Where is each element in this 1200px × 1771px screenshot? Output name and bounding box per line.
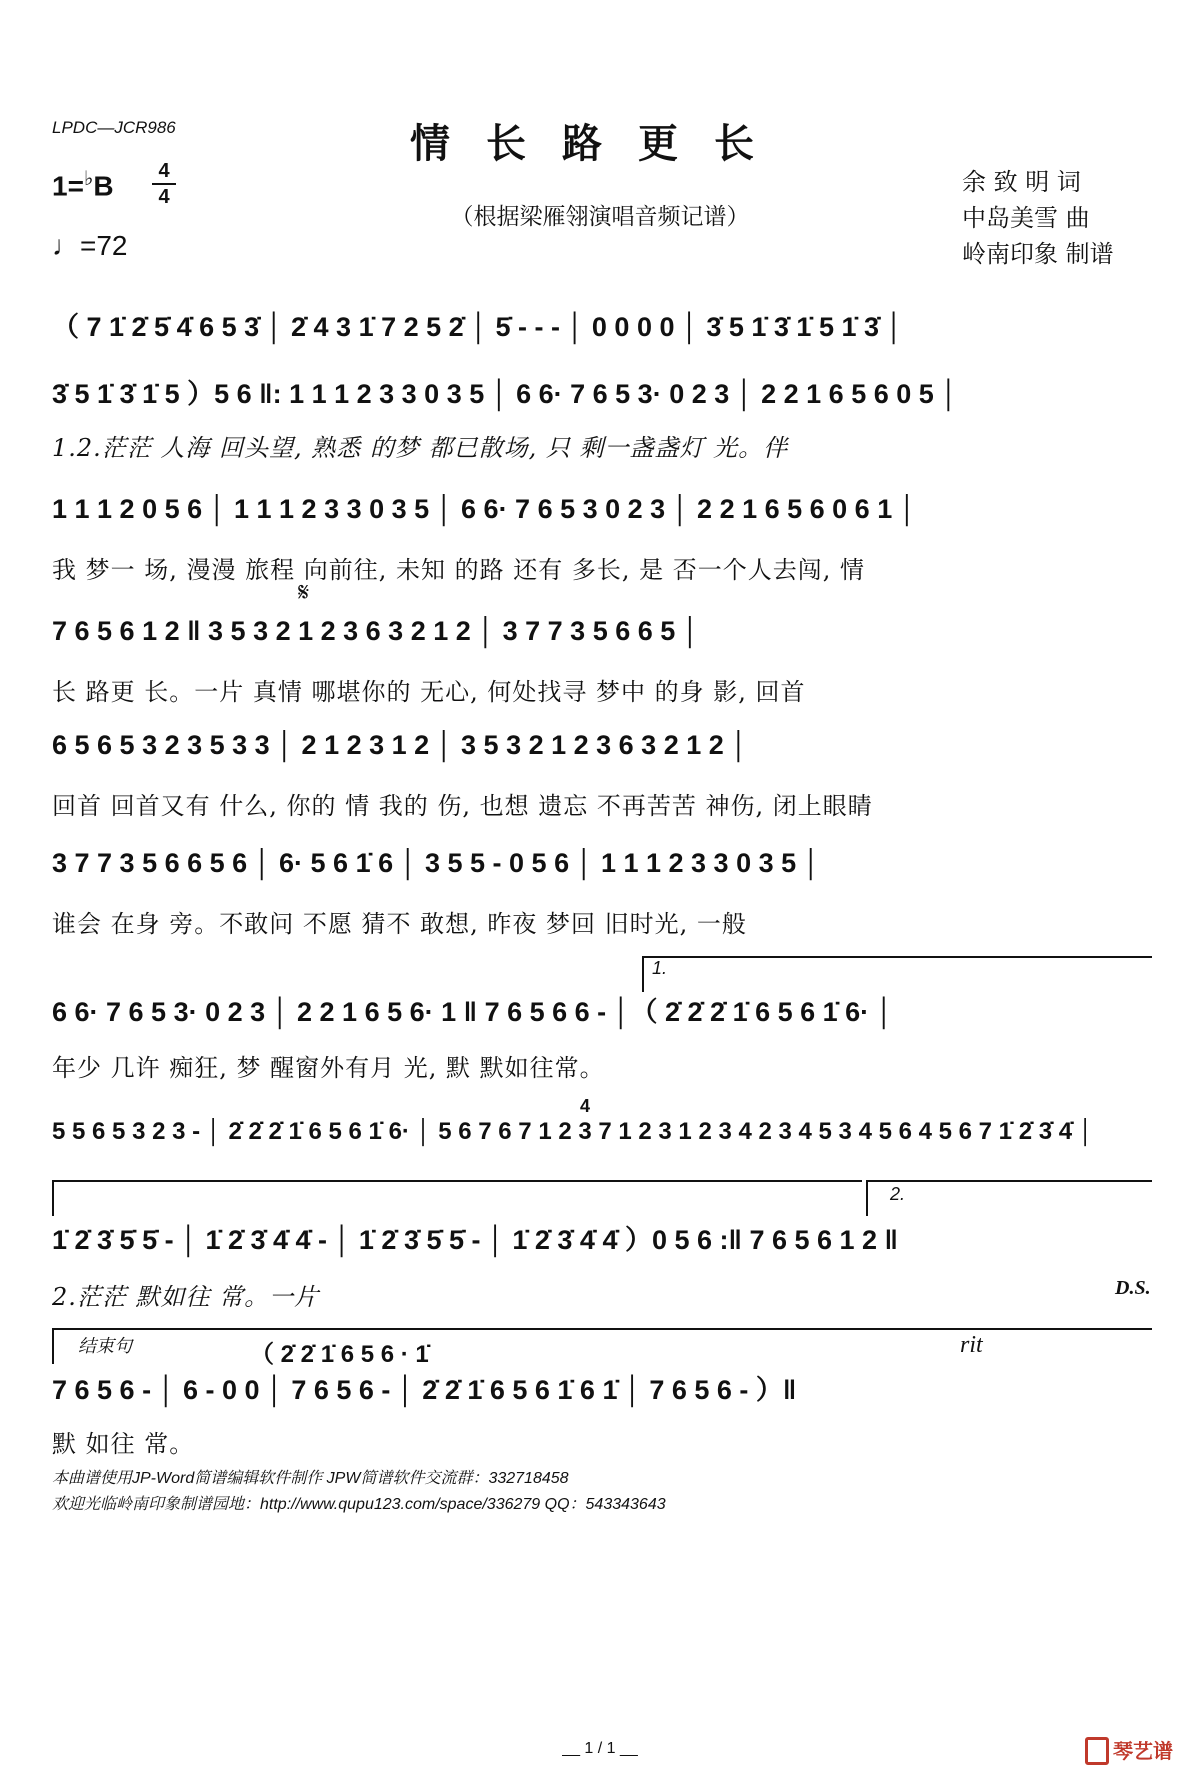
music-row-10: 7 6 5 6 - │ 6 - 0 0 │ 7 6 5 6 - │ 2̇ 2̇ 1̇ 6 5 6 1̇ 6 1̇ │ 7 6 5 6 - ）‖ [52, 1375, 797, 1405]
page-number: __ 1 / 1 __ [562, 1740, 638, 1757]
logo-icon [1085, 1737, 1109, 1765]
rit-marking: rit [960, 1332, 983, 1358]
lyric-row-10: 默 如往 常。 [52, 1430, 195, 1458]
arranger: 岭南印象 制谱 [962, 240, 1114, 268]
lyric-row-4: 长 路更 长。一片 真情 哪堪你的 无心, 何处找寻 梦中 的身 影, 回首 [52, 678, 806, 706]
music-row-7: 6 6· 7 6 5 3· 0 2 3 │ 2 2 1 6 5 6· 1 ‖ 7 6 5 6 6 - │（ 2̇ 2̇ 2̇ 1̇ 6 5 6 1̇ 6· │ [52, 997, 894, 1027]
music-row-1: （ 7 1̇ 2̇ 5̇ 4̇ 6 5 3̇ │ 2̇ 4 3 1̇ 7 2 5 2̇ │ 5̇ - - - │ 0 0 0 0 │ 3̇ 5 1̇ 3̇ 1̇ 5 1̇ 3̇ │ [52, 312, 904, 342]
music-row-4: 7 6 5 6 1 2 ‖ 3 5 3 2 1 2 3 6 3 2 1 2 │ 3 7 7 3 5 6 6 5 │ [52, 616, 700, 646]
score-code: LPDC—JCR986 [52, 118, 176, 137]
song-subtitle: （根据梁雁翎演唱音频记谱） [450, 204, 750, 230]
music-row-8: 5 5 6 5 3 2 3 - │ 2̇ 2̇ 2̇ 1̇ 6 5 6 1̇ 6· │ 5 6 7 6 7 1 2 3 7 1 2 3 1 2 3 4 2 3 4 5 3 4 5 6 4 5 6 7 1̇ 2̇ 3̇ 4̇ │ [52, 1118, 1094, 1145]
quarter-note-icon: ♩ [52, 230, 80, 261]
segno-icon: 𝄋 [298, 578, 310, 608]
music-row-2: 3̇ 5 1̇ 3̇ 1̇ 5 ）5 6 ‖: 1 1 1 2 3 3 0 3 5 │ 6 6· 7 6 5 3· 0 2 3 │ 2 2 1 6 5 6 0 5 │ [52, 379, 959, 409]
time-signature [152, 160, 176, 208]
time-bottom: 4 [158, 186, 170, 208]
lyric-row-9: 2.茫茫 默如往 常。一片 [52, 1283, 320, 1311]
key-note: B [93, 170, 114, 202]
lyric-row-2: 1.2.茫茫 人海 回头望, 熟悉 的梦 都已散场, 只 剩一盏盏灯 光。伴 [52, 434, 789, 462]
song-title: 情长路更长 [410, 120, 790, 167]
lyric-row-6: 谁会 在身 旁。不敢问 不愿 猜不 敢想, 昨夜 梦回 旧时光, 一般 [52, 910, 747, 938]
volta-1-bracket [642, 956, 1152, 992]
coda-ornament: （ 2̇ 2̇ 1̇ 6 5 6 · 1̇ [250, 1341, 429, 1368]
coda-bracket [52, 1328, 1152, 1364]
footer-line-1: 本曲谱使用JP-Word简谱编辑软件制作 JPW简谱软件交流群：332718458 [52, 1470, 569, 1487]
logo-text: 琴艺谱 [1113, 1739, 1173, 1763]
lyricist: 余 致 明 词 [962, 168, 1081, 196]
key-signature [52, 166, 114, 202]
lyric-row-3: 我 梦一 场, 漫漫 旅程 向前往, 未知 的路 还有 多长, 是 否一个人去闯, 情 [52, 556, 866, 584]
volta-2-label: 2. [890, 1184, 906, 1204]
flat-icon: ♭ [83, 168, 94, 190]
volta-1-label: 1. [652, 958, 668, 978]
time-top: 4 [158, 160, 170, 182]
music-row-9: 1̇ 2̇ 3̇ 5̇ 5̇ - │ 1̇ 2̇ 3̇ 4̇ 4̇ - │ 1̇ 2̇ 3̇ 5̇ 5̇ - │ 1̇ 2̇ 3̇ 4̇ 4̇ ）0 5 6 :‖ 7 6 5 6 1 2 ‖ [52, 1225, 898, 1255]
music-row-5: 6 5 6 5 3 2 3 5 3 3 │ 2 1 2 3 1 2 │ 3 5 3 2 1 2 3 6 3 2 1 2 │ [52, 730, 749, 760]
footer-line-2: 欢迎光临岭南印象制谱园地：http://www.qupu123.com/space/336279 QQ：543343643 [52, 1496, 666, 1513]
music-row-6: 3 7 7 3 5 6 6 5 6 │ 6· 5 6 1̇ 6 │ 3 5 5 - 0 5 6 │ 1 1 1 2 3 3 0 3 5 │ [52, 848, 821, 878]
key-prefix: 1= [52, 170, 84, 202]
repeat-bracket [52, 1180, 862, 1216]
composer: 中岛美雪 曲 [962, 204, 1090, 232]
footer [52, 1466, 666, 1518]
tempo-marking [52, 230, 128, 262]
tuplet-mark: 4 [580, 1096, 591, 1116]
ds-marking: D.S. [1115, 1277, 1151, 1299]
credits [962, 164, 1114, 272]
lyric-row-7: 年少 几许 痴狂, 梦 醒窗外有月 光, 默 默如往常。 [52, 1054, 605, 1082]
lyric-row-5: 回首 回首又有 什么, 你的 情 我的 伤, 也想 遗忘 不再苦苦 神伤, 闭上眼睛 [52, 792, 873, 820]
volta-2-bracket [866, 1180, 1152, 1216]
music-row-3: 1 1 1 2 0 5 6 │ 1 1 1 2 3 3 0 3 5 │ 6 6· 7 6 5 3 0 2 3 │ 2 2 1 6 5 6 0 6 1 │ [52, 494, 917, 524]
site-logo [1085, 1735, 1173, 1767]
coda-label: 结束句 [78, 1336, 132, 1356]
tempo-value: =72 [80, 230, 128, 261]
